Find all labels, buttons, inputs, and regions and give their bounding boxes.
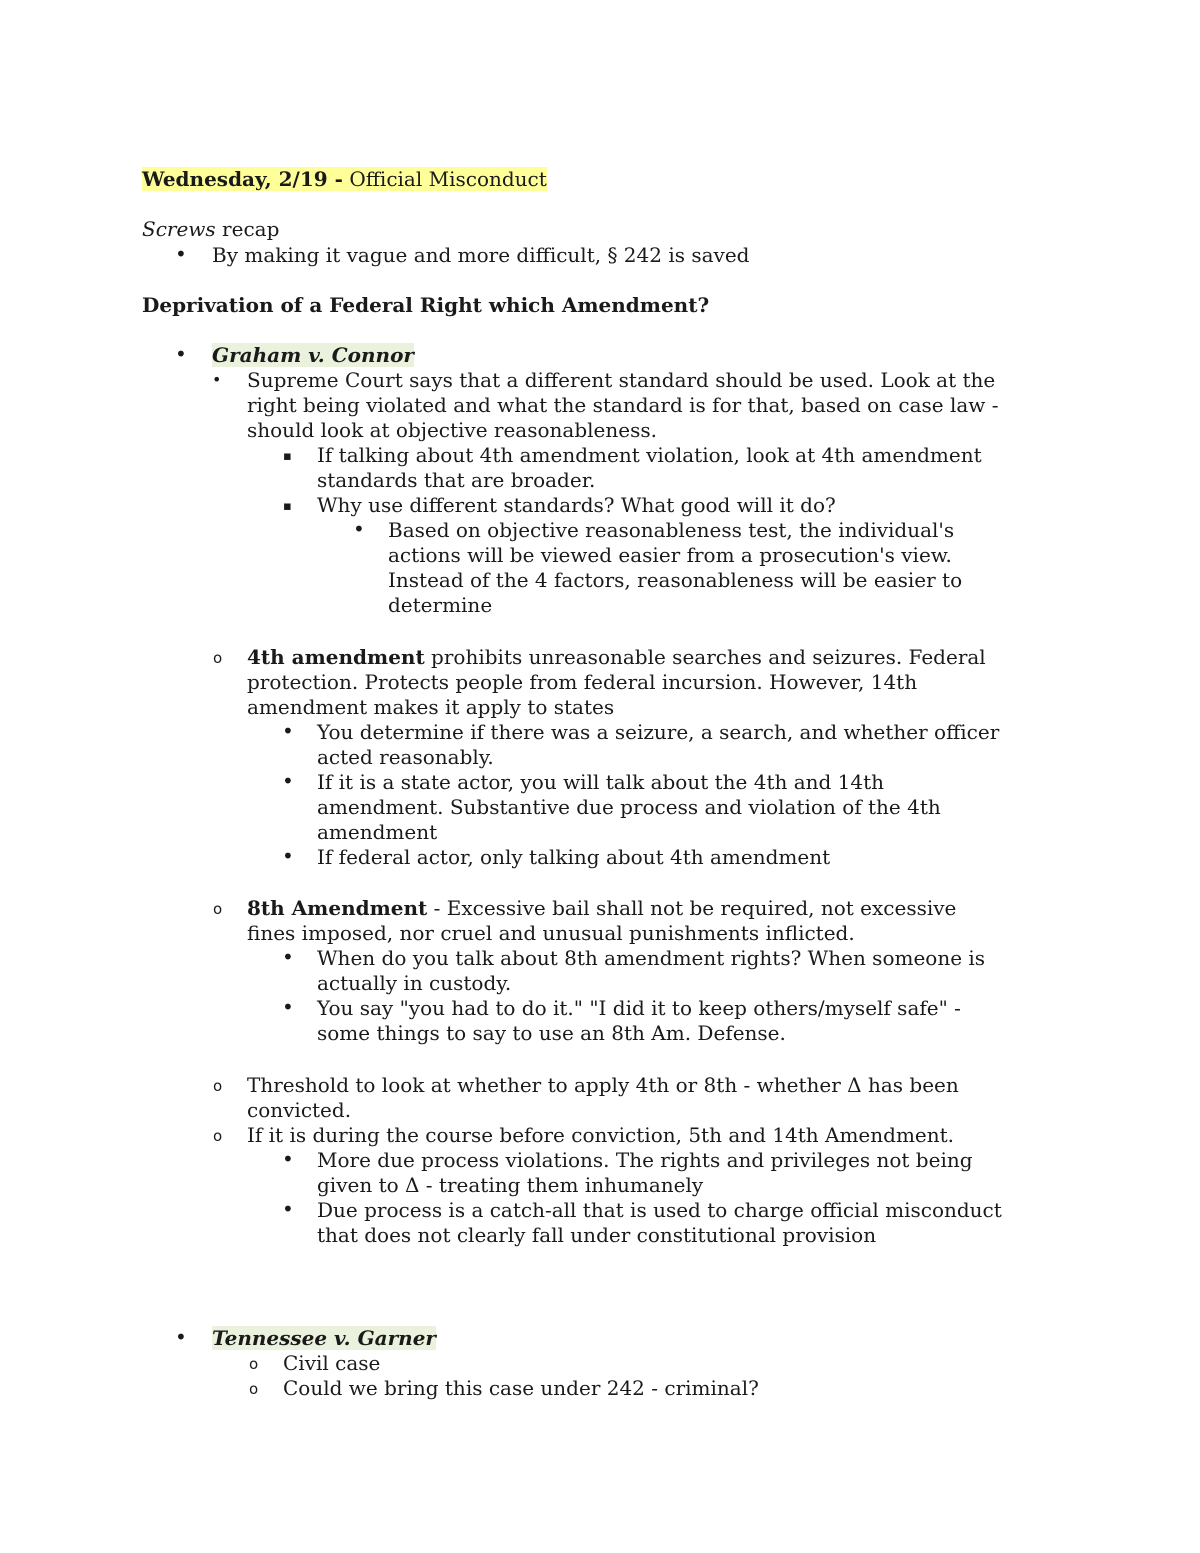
tennessee-c1: Civil case	[283, 1351, 381, 1375]
graham-s2-line: Why use different standards? What good will it do?	[317, 493, 836, 517]
threshold-line: Threshold to look at whether to apply 4th or 8th - whether Δ has been	[247, 1073, 959, 1097]
fourth-line: amendment makes it apply to states	[247, 695, 615, 719]
before-b2-line: that does not clearly fall under constitutional provision	[317, 1223, 877, 1247]
fourth-b2-line: If it is a state actor, you will talk about the 4th and 14th	[317, 770, 885, 794]
eighth-b2-line: some things to say to use an 8th Am. Defense.	[317, 1021, 786, 1045]
fourth-line: protection. Protects people from federal incursion. However, 14th	[247, 670, 918, 694]
graham-d1-line: determine	[388, 593, 493, 617]
disc-bullet-icon: •	[282, 1197, 294, 1221]
graham-p1-line: Supreme Court says that a different standard should be used. Look at the	[247, 368, 996, 392]
before-b1-line: given to Δ - treating them inhumanely	[317, 1173, 704, 1197]
fourth-b1-line: acted reasonably.	[317, 745, 494, 769]
graham-d1-line: Instead of the 4 factors, reasonableness will be easier to	[388, 568, 963, 592]
before-b2-line: Due process is a catch-all that is used to charge official misconduct	[317, 1198, 1002, 1222]
tennessee-case: Tennessee v. Garner	[212, 1326, 436, 1350]
graham-p1-line: right being violated and what the standard is for that, based on case law -	[247, 393, 999, 417]
disc-bullet-icon: •	[282, 844, 294, 868]
disc-bullet-icon: •	[212, 370, 222, 389]
eighth-line: 8th Amendment - Excessive bail shall not be required, not excessive	[247, 896, 957, 920]
heading-topic: Official Misconduct	[349, 167, 547, 191]
circle-bullet-icon: o	[249, 1355, 259, 1373]
circle-bullet-icon: o	[249, 1380, 259, 1398]
section-title: Deprivation of a Federal Right which Amendment?	[142, 293, 710, 317]
eighth-b1-line: actually in custody.	[317, 971, 512, 995]
disc-bullet-icon: •	[282, 945, 294, 969]
graham-p1-line: should look at objective reasonableness.	[247, 418, 657, 442]
circle-bullet-icon: o	[213, 900, 223, 918]
circle-bullet-icon: o	[213, 1127, 223, 1145]
fourth-b3-line: If federal actor, only talking about 4th amendment	[317, 845, 831, 869]
graham-case: Graham v. Connor	[212, 343, 414, 367]
screws-case: Screws	[142, 217, 216, 241]
screws-line: Screws recap	[142, 217, 280, 241]
before-b1-line: More due process violations. The rights and privileges not being	[317, 1148, 973, 1172]
eighth-b2-line: You say "you had to do it." "I did it to keep others/myself safe" -	[317, 996, 961, 1020]
circle-bullet-icon: o	[213, 1077, 223, 1095]
disc-bullet-icon: •	[282, 769, 294, 793]
eighth-line: fines imposed, nor cruel and unusual punishments inflicted.	[247, 921, 855, 945]
disc-bullet-icon: •	[282, 1147, 294, 1171]
graham-s1-line: If talking about 4th amendment violation, look at 4th amendment	[317, 443, 982, 467]
heading-date: Wednesday, 2/19 -	[142, 167, 343, 191]
square-bullet-icon: ▪	[283, 449, 292, 464]
fourth-b1-line: You determine if there was a seizure, a search, and whether officer	[317, 720, 1000, 744]
eighth-b1-line: When do you talk about 8th amendment rights? When someone is	[317, 946, 986, 970]
tennessee-c2: Could we bring this case under 242 - criminal?	[283, 1376, 759, 1400]
screws-bullet: By making it vague and more difficult, § 242 is saved	[212, 243, 750, 267]
disc-bullet-icon: •	[175, 242, 187, 266]
threshold-line: convicted.	[247, 1098, 352, 1122]
disc-bullet-icon: •	[282, 719, 294, 743]
disc-bullet-icon: •	[282, 995, 294, 1019]
square-bullet-icon: ▪	[283, 499, 292, 514]
disc-bullet-icon: •	[353, 517, 365, 541]
disc-bullet-icon: •	[175, 342, 187, 366]
disc-bullet-icon: •	[175, 1325, 187, 1349]
graham-s1-line: standards that are broader.	[317, 468, 596, 492]
fourth-b2-line: amendment	[317, 820, 438, 844]
circle-bullet-icon: o	[213, 649, 223, 667]
heading-line	[142, 167, 547, 192]
graham-d1-line: actions will be viewed easier from a prosecution's view.	[388, 543, 952, 567]
graham-d1-line: Based on objective reasonableness test, the individual's	[388, 518, 955, 542]
before-line: If it is during the course before conviction, 5th and 14th Amendment.	[247, 1123, 955, 1147]
fourth-b2-line: amendment. Substantive due process and violation of the 4th	[317, 795, 941, 819]
fourth-line: 4th amendment prohibits unreasonable searches and seizures. Federal	[247, 645, 986, 669]
